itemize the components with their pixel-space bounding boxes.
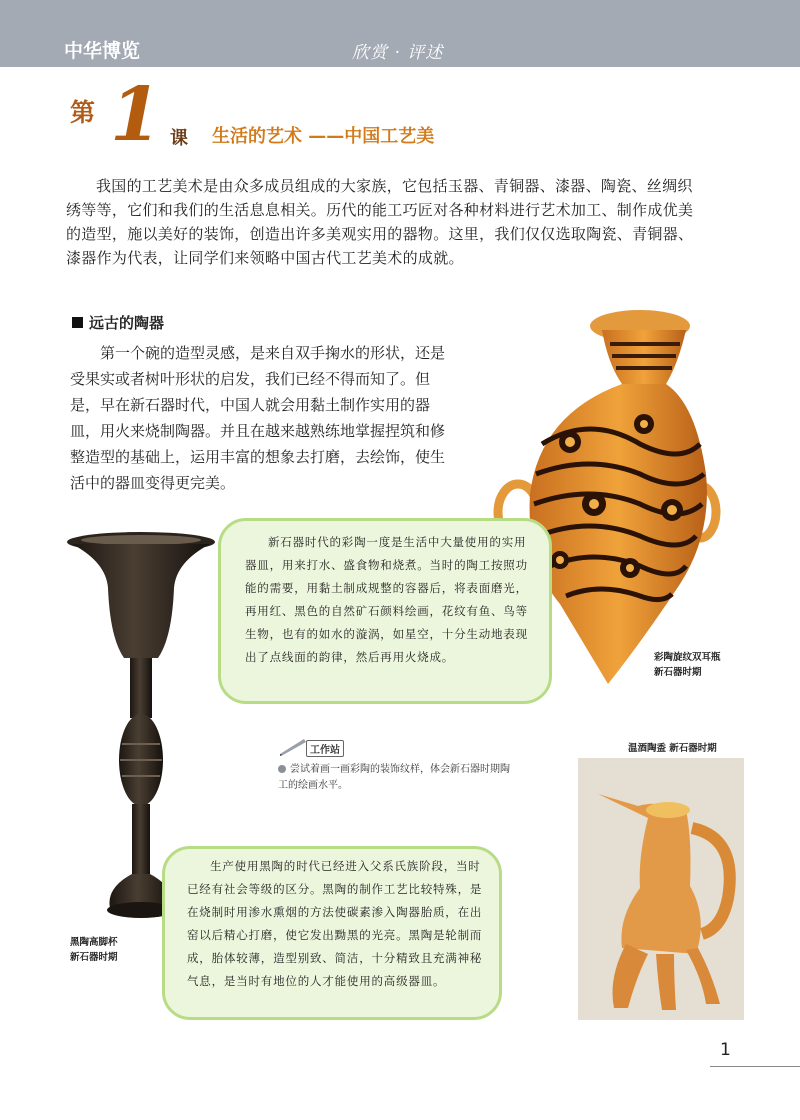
lesson-ke: 课 (170, 128, 188, 149)
book-title: 中华博览 (64, 40, 141, 62)
workstation-text-line (278, 762, 518, 794)
lesson-di: 第 (70, 98, 96, 127)
section-paragraph: 第一个碗的造型灵感，是来自双手掬水的形状，还是受果实或者树叶形状的启发，我们已经不得而知了。但是，早在新石器时代，中国人就会用黏土制作实用的器皿，用火来烧制陶器。并且在越来越熟练地掌握捏筑和修整造型的基础上，运用丰富的想象去打磨，去绘饰，使生活中的器皿变得更完美。 (70, 344, 446, 492)
goblet-caption (70, 935, 118, 965)
section-heading-text: 远古的陶器 (89, 314, 165, 332)
info-box-painted-pottery: 新石器时代的彩陶一度是生活中大量使用的实用器皿，用来打水、盛食物和烧煮。当时的陶工按照功能的需要，用黏土制成规整的容器后，将表面磨光，再用红、黑色的自然矿石颜料绘画，花纹有鱼、鸟等生物，也有的如水的漩涡，如星空，十分生动地表现出了点线面的韵律，然后再用火烧成。 (218, 518, 552, 704)
page-header (0, 0, 800, 67)
goblet-caption-name: 黑陶高脚杯 (70, 937, 118, 948)
info-box-black-pottery: 生产使用黑陶的时代已经进入父系氏族阶段，当时已经有社会等级的区分。黑陶的制作工艺比较特殊，是在烧制时用渗水熏烟的方法使碳素渗入陶器胎质，在出窑以后精心打磨，使它发出黝黑的光亮。黑陶是轮制而成，胎体较薄，造型别致、简洁，十分精致且充满神秘气息，是当时有地位的人才能使用的高级器皿。 (162, 846, 502, 1020)
workstation-text: 尝试着画一画彩陶的装饰纹样，体会新石器时期陶工的绘画水平。 (278, 764, 510, 791)
section-heading (72, 312, 164, 333)
pen-icon (278, 736, 308, 756)
goblet-caption-period: 新石器时期 (70, 952, 118, 963)
page-number: 1 (720, 1040, 731, 1060)
jug-caption: 温酒陶盉 新石器时期 (628, 743, 717, 754)
vase-caption-period: 新石器时期 (654, 667, 702, 678)
page-number-rule (710, 1066, 800, 1067)
workstation-task (278, 738, 518, 794)
workstation-tag: 工作站 (306, 740, 344, 757)
lesson-title: 生活的艺术 ——中国工艺美 (212, 126, 435, 147)
bullet-dot-icon (278, 765, 286, 773)
lesson-number: 1 (110, 72, 162, 158)
lesson-heading (66, 72, 626, 160)
intro-paragraph: 我国的工艺美术是由众多成员组成的大家族，它包括玉器、青铜器、漆器、陶瓷、丝绸织绣等等，它们和我们的生活息息相关。历代的能工巧匠对各种材料进行艺术加工、制作成优美的造型，施以美好的装饰，创造出许多美观实用的器物。这里，我们仅仅选取陶瓷、青铜器、漆器作为代表，让同学们来领略中国古代工艺美术的成就。 (66, 177, 694, 267)
square-bullet-icon (72, 317, 83, 328)
pottery-wine-jug-image (578, 758, 744, 1020)
vase-caption-name: 彩陶旋纹双耳瓶 (654, 652, 721, 663)
vase-caption (654, 650, 721, 680)
section-title: 欣赏 · 评述 (352, 43, 444, 63)
